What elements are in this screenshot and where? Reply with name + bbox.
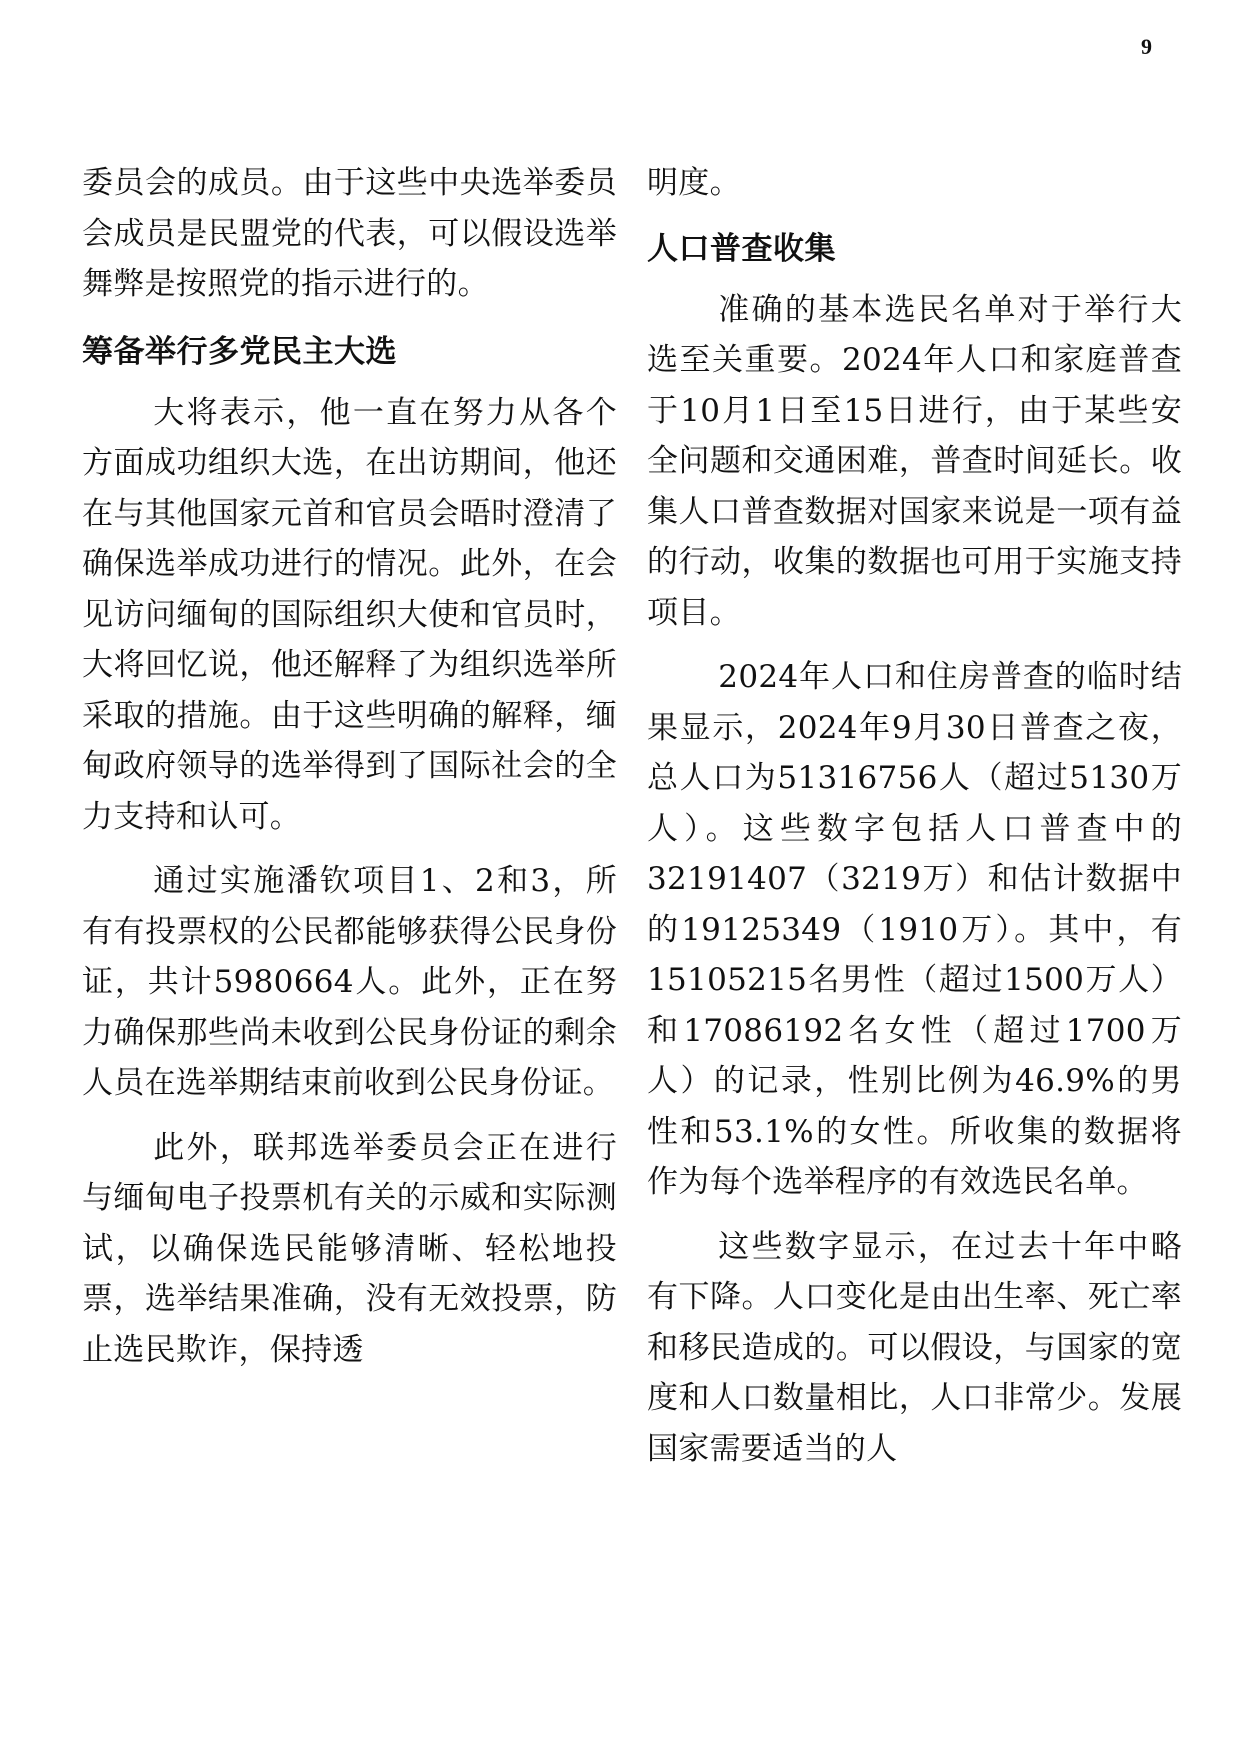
- paragraph-voting-machines: 此外，联邦选举委员会正在进行与缅甸电子投票机有关的示威和实际测试，以确保选民能够清晰、轻松地投票，选举结果准确，没有无效投票，防止选民欺诈，保持透: [82, 1129, 617, 1368]
- paragraph-continuation: 明度。: [647, 165, 741, 201]
- left-column: [82, 158, 617, 1375]
- paragraph-general-statement: 大将表示，他一直在努力从各个方面成功组织大选，在出访期间，他还在与其他国家元首和官员会晤时澄清了确保选举成功进行的情况。此外，在会见访问缅甸的国际组织大使和官员时，大将回忆说，他还解释了为组织选举所采取的措施。由于这些明确的解释，缅甸政府领导的选举得到了国际社会的全力支持和认可。: [82, 394, 617, 835]
- section-heading-election-preparation: 筹备举行多党民主大选: [82, 333, 397, 370]
- page-number: 9: [1141, 34, 1152, 59]
- paragraph-census-results: 2024年人口和住房普查的临时结果显示，2024年9月30日普查之夜，总人口为51316756人（超过5130万人）。这些数字包括人口普查中的32191407（3219万）和估计数据中的19125349（1910万）。其中，有15105215名男性（超过1500万人）和17086192名女性（超过1700万人）的记录，性别比例为46.9%的男性和53.1%的女性。所收集的数据将作为每个选举程序的有效选民名单。: [647, 659, 1182, 1200]
- paragraph-citizen-id: 通过实施潘钦项目1、2和3，所有有投票权的公民都能够获得公民身份证，共计5980664人。此外，正在努力确保那些尚未收到公民身份证的剩余人员在选举期结束前收到公民身份证。: [82, 863, 617, 1101]
- paragraph-continuation: 委员会的成员。由于这些中央选举委员会成员是民盟党的代表，可以假设选举舞弊是按照党的指示进行的。: [82, 165, 617, 302]
- paragraph-population-change: 这些数字显示，在过去十年中略有下降。人口变化是由出生率、死亡率和移民造成的。可以假设，与国家的宽度和人口数量相比，人口非常少。发展国家需要适当的人: [647, 1228, 1182, 1467]
- paragraph-voter-list: 准确的基本选民名单对于举行大选至关重要。2024年人口和家庭普查于10月1日至15日进行，由于某些安全问题和交通困难，普查时间延长。收集人口普查数据对国家来说是一项有益的行动，收集的数据也可用于实施支持项目。: [647, 291, 1182, 631]
- right-column: [647, 158, 1182, 1474]
- section-heading-census: 人口普查收集: [647, 230, 836, 267]
